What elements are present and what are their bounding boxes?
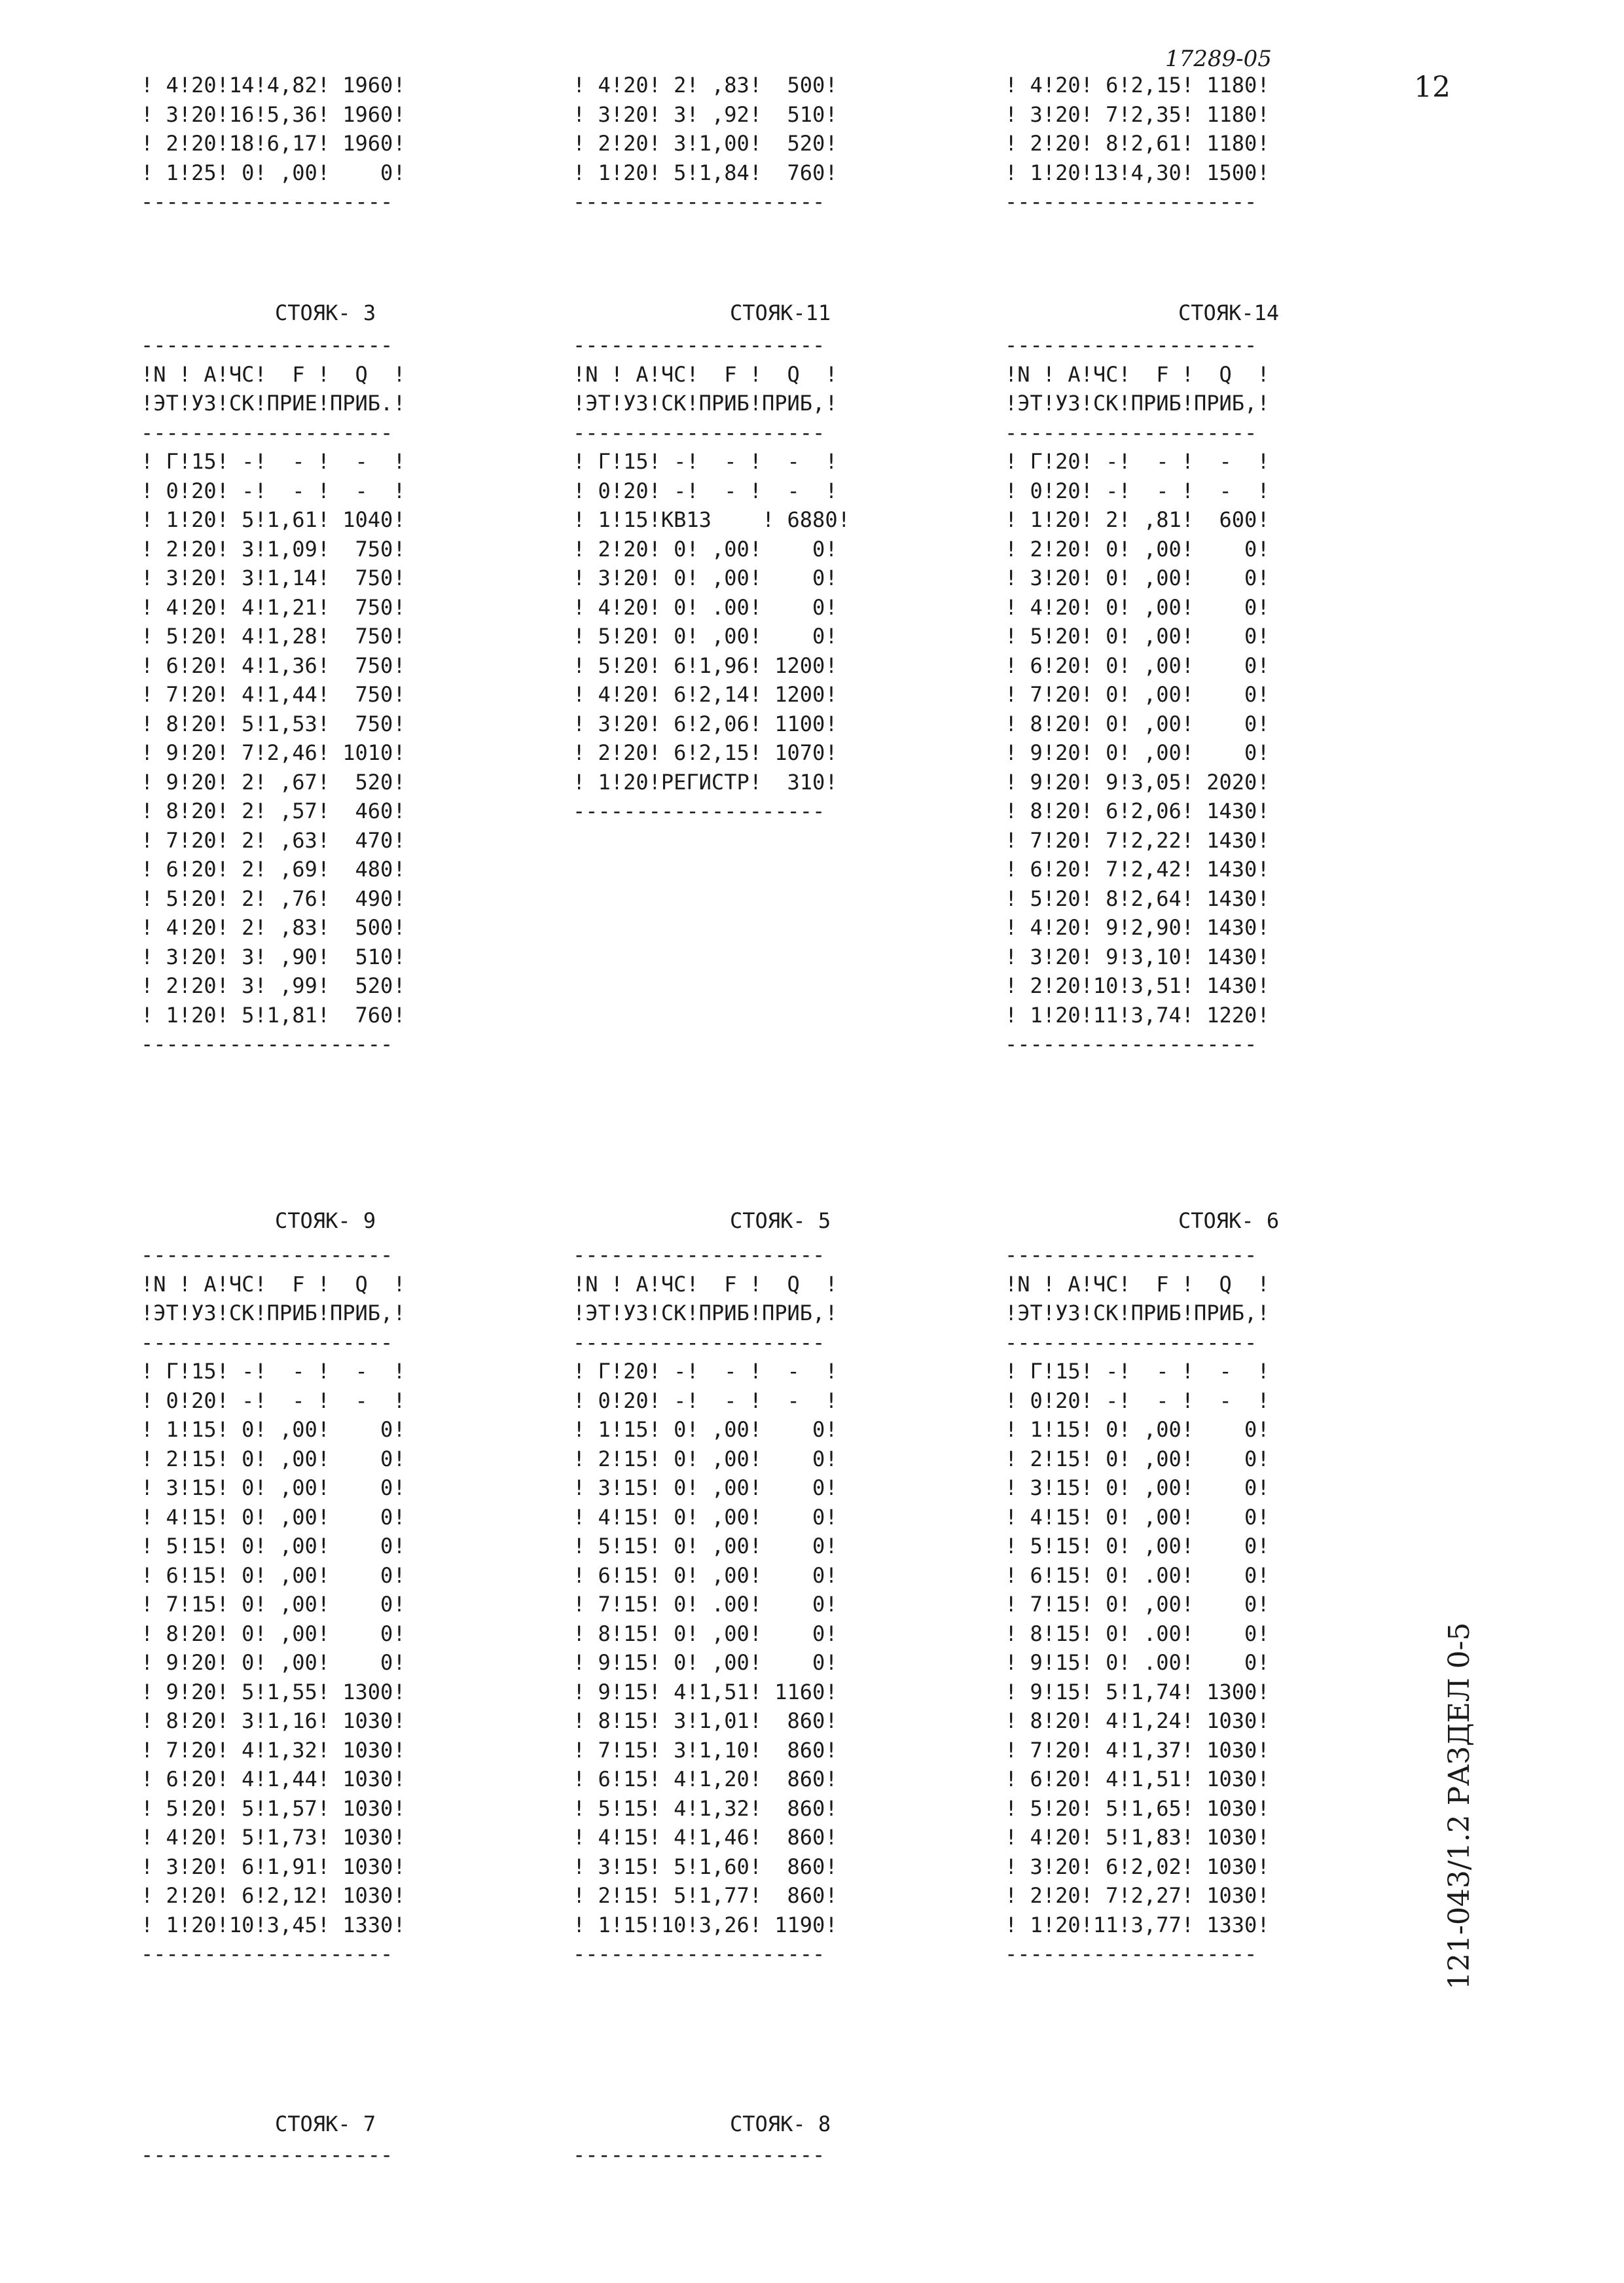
table-rule: --------------------	[573, 189, 825, 214]
table-line: ! 1!20!11!3,74! 1220!	[1005, 1002, 1270, 1028]
table-line: ! 9!15! 5!1,74! 1300!	[1005, 1679, 1270, 1704]
table-line: ! 5!15! 0! ,00! 0!	[141, 1534, 406, 1558]
table-line: ! 0!20! -! - ! - !	[141, 478, 406, 503]
riser-table-title: СТОЯК- 7	[275, 2112, 376, 2136]
table-line: ! 8!20! 0! ,00! 0!	[1005, 711, 1270, 736]
table-line: ! 5!20! 6!1,96! 1200!	[573, 653, 838, 678]
table-rule: --------------------	[573, 2142, 825, 2167]
table-line: ! 3!20! 6!2,06! 1100!	[573, 711, 838, 736]
table-rule: --------------------	[1005, 1032, 1257, 1056]
table-rule: --------------------	[1005, 1242, 1257, 1267]
table-line: ! 7!20! 4!1,37! 1030!	[1005, 1737, 1270, 1763]
table-line: ! 0!20! -! - ! - !	[1005, 478, 1270, 503]
table-line: ! 7!15! 0! ,00! 0!	[1005, 1592, 1270, 1617]
table-line: !N ! А!ЧС! F ! Q !	[141, 361, 406, 387]
table-rule: --------------------	[1005, 189, 1257, 214]
table-line: ! 4!15! 0! ,00! 0!	[141, 1504, 406, 1530]
table-line: ! 8!20! 6!2,06! 1430!	[1005, 799, 1270, 823]
table-line: ! 2!20! 0! ,00! 0!	[1005, 536, 1270, 562]
riser-table-title: СТОЯК- 6	[1178, 1208, 1280, 1233]
table-line: ! 2!15! 5!1,77! 860!	[573, 1883, 838, 1908]
table-line: !N ! А!ЧС! F ! Q !	[573, 361, 838, 387]
table-line: ! 1!20! 5!1,81! 760!	[141, 1002, 406, 1028]
table-line: ! 5!20! 4!1,28! 750!	[141, 624, 406, 649]
table-line: ! 3!20! 0! ,00! 0!	[1005, 566, 1270, 590]
table-line: !ЭТ!УЗ!СК!ПРИБ!ПРИБ,!	[573, 1301, 838, 1325]
table-line: ! 4!20! 5!1,73! 1030!	[141, 1825, 406, 1850]
table-line: ! 0!20! -! - ! - !	[1005, 1388, 1270, 1413]
table-line: ! 8!15! 0! ,00! 0!	[573, 1621, 838, 1646]
table-line: ! 9!20! 5!1,55! 1300!	[141, 1679, 406, 1704]
table-line: ! 3!20! 3! ,92! 510!	[573, 101, 838, 127]
table-line: ! 5!20! 5!1,57! 1030!	[141, 1795, 406, 1821]
table-line: ! 3!20! 3! ,90! 510!	[141, 944, 406, 969]
table-line: ! 7!15! 0! .00! 0!	[573, 1592, 838, 1617]
table-line: !ЭТ!УЗ!СК!ПРИЕ!ПРИБ.!	[141, 391, 406, 416]
table-rule: --------------------	[573, 1329, 825, 1355]
table-line: ! 2!20! 6!2,12! 1030!	[141, 1883, 406, 1908]
table-line: !ЭТ!УЗ!СК!ПРИБ!ПРИБ,!	[141, 1301, 406, 1325]
table-rule: --------------------	[1005, 333, 1257, 357]
table-line: ! 6!15! 0! ,00! 0!	[141, 1562, 406, 1588]
table-line: ! 2!20! 3!1,00! 520!	[573, 131, 838, 156]
table-line: ! 5!20! 0! ,00! 0!	[573, 624, 838, 649]
table-rule: --------------------	[1005, 1329, 1257, 1355]
table-line: ! 6!20! 4!1,51! 1030!	[1005, 1767, 1270, 1791]
table-line: !N ! А!ЧС! F ! Q !	[1005, 361, 1270, 387]
table-line: ! 2!20! 7!2,27! 1030!	[1005, 1883, 1270, 1908]
table-line: ! 4!15! 4!1,46! 860!	[573, 1825, 838, 1850]
table-line: ! 9!20! 2! ,67! 520!	[141, 769, 406, 795]
table-rule: --------------------	[573, 1242, 825, 1267]
table-rule: --------------------	[573, 420, 825, 445]
table-line: ! 6!20! 0! ,00! 0!	[1005, 653, 1270, 678]
table-line: ! 1!15! 0! ,00! 0!	[141, 1417, 406, 1442]
table-line: ! 4!20! 2! ,83! 500!	[141, 915, 406, 940]
table-line: ! 8!20! 5!1,53! 750!	[141, 711, 406, 736]
table-line: ! Г!15! -! - ! - !	[141, 449, 406, 474]
table-line: ! 1!15!10!3,26! 1190!	[573, 1912, 838, 1937]
table-rule: --------------------	[141, 1941, 393, 1966]
table-line: !ЭТ!УЗ!СК!ПРИБ!ПРИБ,!	[573, 391, 838, 416]
table-line: ! 4!15! 0! ,00! 0!	[573, 1504, 838, 1530]
table-line: ! 9!15! 0! .00! 0!	[1005, 1650, 1270, 1675]
riser-table-title: СТОЯК- 8	[730, 2112, 831, 2136]
table-rule: --------------------	[141, 1242, 393, 1267]
table-line: ! 9!15! 4!1,51! 1160!	[573, 1679, 838, 1704]
table-line: !ЭТ!УЗ!СК!ПРИБ!ПРИБ,!	[1005, 391, 1270, 416]
table-line: ! 0!20! -! - ! - !	[573, 1388, 838, 1413]
table-line: ! 5!15! 0! ,00! 0!	[573, 1534, 838, 1558]
table-line: !N ! А!ЧС! F ! Q !	[573, 1271, 838, 1297]
table-line: !N ! А!ЧС! F ! Q !	[141, 1271, 406, 1297]
table-line: ! 8!15! 3!1,01! 860!	[573, 1708, 838, 1733]
table-line: ! 2!20! 3! ,99! 520!	[141, 973, 406, 998]
table-rule: --------------------	[1005, 420, 1257, 445]
table-line: ! 6!20! 7!2,42! 1430!	[1005, 857, 1270, 882]
table-line: ! 0!20! -! - ! - !	[141, 1388, 406, 1413]
table-line: ! 1!20!13!4,30! 1500!	[1005, 160, 1270, 185]
table-line: ! 1!20!РЕГИСТР! 310!	[573, 769, 838, 795]
table-line: ! 1!15!КВ13 ! 6880!	[573, 507, 850, 532]
table-line: ! 5!20! 8!2,64! 1430!	[1005, 886, 1270, 911]
riser-table	[1005, 331, 1270, 1059]
table-line: ! 2!20! 8!2,61! 1180!	[1005, 131, 1270, 156]
table-line: ! 1!20! 5!1,61! 1040!	[141, 507, 406, 532]
table-line: ! 6!15! 4!1,20! 860!	[573, 1767, 838, 1791]
table-line: ! 3!15! 0! ,00! 0!	[1005, 1475, 1270, 1500]
table-line: ! Г!20! -! - ! - !	[1005, 449, 1270, 474]
riser-table-title: СТОЯК- 3	[275, 300, 376, 325]
table-line: ! 4!20! 5!1,83! 1030!	[1005, 1825, 1270, 1850]
table-line: ! 6!20! 4!1,36! 750!	[141, 653, 406, 678]
table-line: ! 3!20! 6!2,02! 1030!	[1005, 1854, 1270, 1879]
table-line: ! 3!20!16!5,36! 1960!	[141, 101, 406, 127]
table-line: ! 5!15! 4!1,32! 860!	[573, 1795, 838, 1821]
table-line: ! 1!20!11!3,77! 1330!	[1005, 1912, 1270, 1937]
table-line: ! 0!20! -! - ! - !	[573, 478, 838, 503]
riser-table-title: СТОЯК- 5	[730, 1208, 831, 1233]
table-line: ! 6!20! 2! ,69! 480!	[141, 857, 406, 882]
table-line: ! 6!20! 4!1,44! 1030!	[141, 1767, 406, 1791]
riser-table-title: СТОЯК-11	[730, 300, 831, 325]
table-rule: --------------------	[573, 1941, 825, 1966]
riser-table	[1005, 1240, 1270, 1969]
table-line: ! 9!20! 9!3,05! 2020!	[1005, 769, 1270, 795]
table-line: ! 3!20! 6!1,91! 1030!	[141, 1854, 406, 1879]
table-rule: --------------------	[141, 189, 393, 214]
table-rule: --------------------	[573, 333, 825, 357]
table-line: ! Г!15! -! - ! - !	[573, 449, 838, 474]
table-line: ! 9!15! 0! ,00! 0!	[573, 1650, 838, 1675]
table-line: ! 1!20! 2! ,81! 600!	[1005, 507, 1270, 532]
table-line: ! 7!20! 2! ,63! 470!	[141, 827, 406, 853]
table-line: ! 5!20! 5!1,65! 1030!	[1005, 1795, 1270, 1821]
table-line: ! 7!20! 7!2,22! 1430!	[1005, 827, 1270, 853]
riser-table	[141, 331, 406, 1059]
document-number: 17289-05	[1165, 46, 1272, 72]
table-line: ! 6!15! 0! .00! 0!	[1005, 1562, 1270, 1588]
page-number: 12	[1414, 71, 1451, 104]
table-rule: --------------------	[141, 333, 393, 357]
table-rule: --------------------	[141, 2142, 393, 2167]
table-line: ! 5!15! 0! ,00! 0!	[1005, 1534, 1270, 1558]
table-rule: --------------------	[141, 1032, 393, 1056]
table-rule: --------------------	[1005, 1941, 1257, 1966]
table-line: ! 8!20! 3!1,16! 1030!	[141, 1708, 406, 1733]
table-line: ! Г!15! -! - ! - !	[1005, 1359, 1270, 1384]
table-line: ! 1!20!10!3,45! 1330!	[141, 1912, 406, 1937]
table-rule: --------------------	[573, 799, 825, 823]
table-line: ! 7!15! 3!1,10! 860!	[573, 1737, 838, 1763]
table-rule: --------------------	[141, 420, 393, 445]
table-line: ! 1!20! 5!1,84! 760!	[573, 160, 838, 185]
riser-table	[573, 2140, 825, 2170]
table-line: ! Г!15! -! - ! - !	[141, 1359, 406, 1384]
table-line: ! 2!15! 0! ,00! 0!	[573, 1446, 838, 1471]
table-line: ! 7!20! 4!1,32! 1030!	[141, 1737, 406, 1763]
table-line: ! 9!20! 7!2,46! 1010!	[141, 740, 406, 765]
table-line: ! 1!15! 0! ,00! 0!	[1005, 1417, 1270, 1442]
table-line: ! 5!20! 0! ,00! 0!	[1005, 624, 1270, 649]
table-line: ! 2!20! 0! ,00! 0!	[573, 536, 838, 562]
table-line: ! 4!20! 6!2,14! 1200!	[573, 682, 838, 707]
table-line: ! 8!20! 2! ,57! 460!	[141, 799, 406, 823]
table-line: ! 4!20! 9!2,90! 1430!	[1005, 915, 1270, 940]
table-line: ! 3!20! 7!2,35! 1180!	[1005, 101, 1270, 127]
table-line: ! 2!15! 0! ,00! 0!	[1005, 1446, 1270, 1471]
table-line: !ЭТ!УЗ!СК!ПРИБ!ПРИБ,!	[1005, 1301, 1270, 1325]
table-line: ! 7!20! 0! ,00! 0!	[1005, 682, 1270, 707]
table-line: ! 2!20!18!6,17! 1960!	[141, 131, 406, 156]
riser-table-title: СТОЯК-14	[1178, 300, 1280, 325]
riser-table	[573, 331, 850, 826]
table-line: ! 8!15! 0! .00! 0!	[1005, 1621, 1270, 1646]
table-line: ! 4!20!14!4,82! 1960!	[141, 73, 406, 98]
table-line: ! 4!20! 2! ,83! 500!	[573, 73, 838, 98]
table-line: ! 3!15! 0! ,00! 0!	[573, 1475, 838, 1500]
table-line: ! 3!20! 0! ,00! 0!	[573, 566, 838, 590]
table-rule: --------------------	[141, 1329, 393, 1355]
table-line: ! 8!20! 4!1,24! 1030!	[1005, 1708, 1270, 1733]
table-line: ! 4!15! 0! ,00! 0!	[1005, 1504, 1270, 1530]
table-line: ! 1!25! 0! ,00! 0!	[141, 160, 406, 185]
table-line: ! 1!15! 0! ,00! 0!	[573, 1417, 838, 1442]
table-line: ! 4!20! 0! ,00! 0!	[1005, 594, 1270, 620]
table-line: ! 4!20! 6!2,15! 1180!	[1005, 73, 1270, 98]
table-line: ! 8!20! 0! ,00! 0!	[141, 1621, 406, 1646]
table-line: ! 3!15! 5!1,60! 860!	[573, 1854, 838, 1879]
table-line: ! 5!20! 2! ,76! 490!	[141, 886, 406, 911]
riser-table-title: СТОЯК- 9	[275, 1208, 376, 1233]
table-line: !N ! А!ЧС! F ! Q !	[1005, 1271, 1270, 1297]
riser-table	[141, 1240, 406, 1969]
section-side-note: 121-043/1.2 РАЗДЕЛ 0-5	[1443, 1622, 1476, 1990]
table-line: ! Г!20! -! - ! - !	[573, 1359, 838, 1384]
table-line: ! 7!20! 4!1,44! 750!	[141, 682, 406, 707]
riser-table	[573, 1240, 838, 1969]
table-line: ! 9!20! 0! ,00! 0!	[1005, 740, 1270, 765]
continuation-block-right	[1005, 71, 1270, 217]
table-line: ! 2!15! 0! ,00! 0!	[141, 1446, 406, 1471]
table-line: ! 3!15! 0! ,00! 0!	[141, 1475, 406, 1500]
table-line: ! 9!20! 0! ,00! 0!	[141, 1650, 406, 1675]
table-line: ! 7!15! 0! ,00! 0!	[141, 1592, 406, 1617]
table-line: ! 2!20!10!3,51! 1430!	[1005, 973, 1270, 998]
table-line: ! 6!15! 0! ,00! 0!	[573, 1562, 838, 1588]
table-line: ! 3!20! 9!3,10! 1430!	[1005, 944, 1270, 969]
table-line: ! 2!20! 3!1,09! 750!	[141, 536, 406, 562]
table-line: ! 4!20! 0! .00! 0!	[573, 594, 838, 620]
table-line: ! 2!20! 6!2,15! 1070!	[573, 740, 838, 765]
table-line: ! 3!20! 3!1,14! 750!	[141, 566, 406, 590]
continuation-block-middle	[573, 71, 838, 217]
continuation-block-left	[141, 71, 406, 217]
riser-table	[141, 2140, 393, 2170]
table-line: ! 4!20! 4!1,21! 750!	[141, 594, 406, 620]
